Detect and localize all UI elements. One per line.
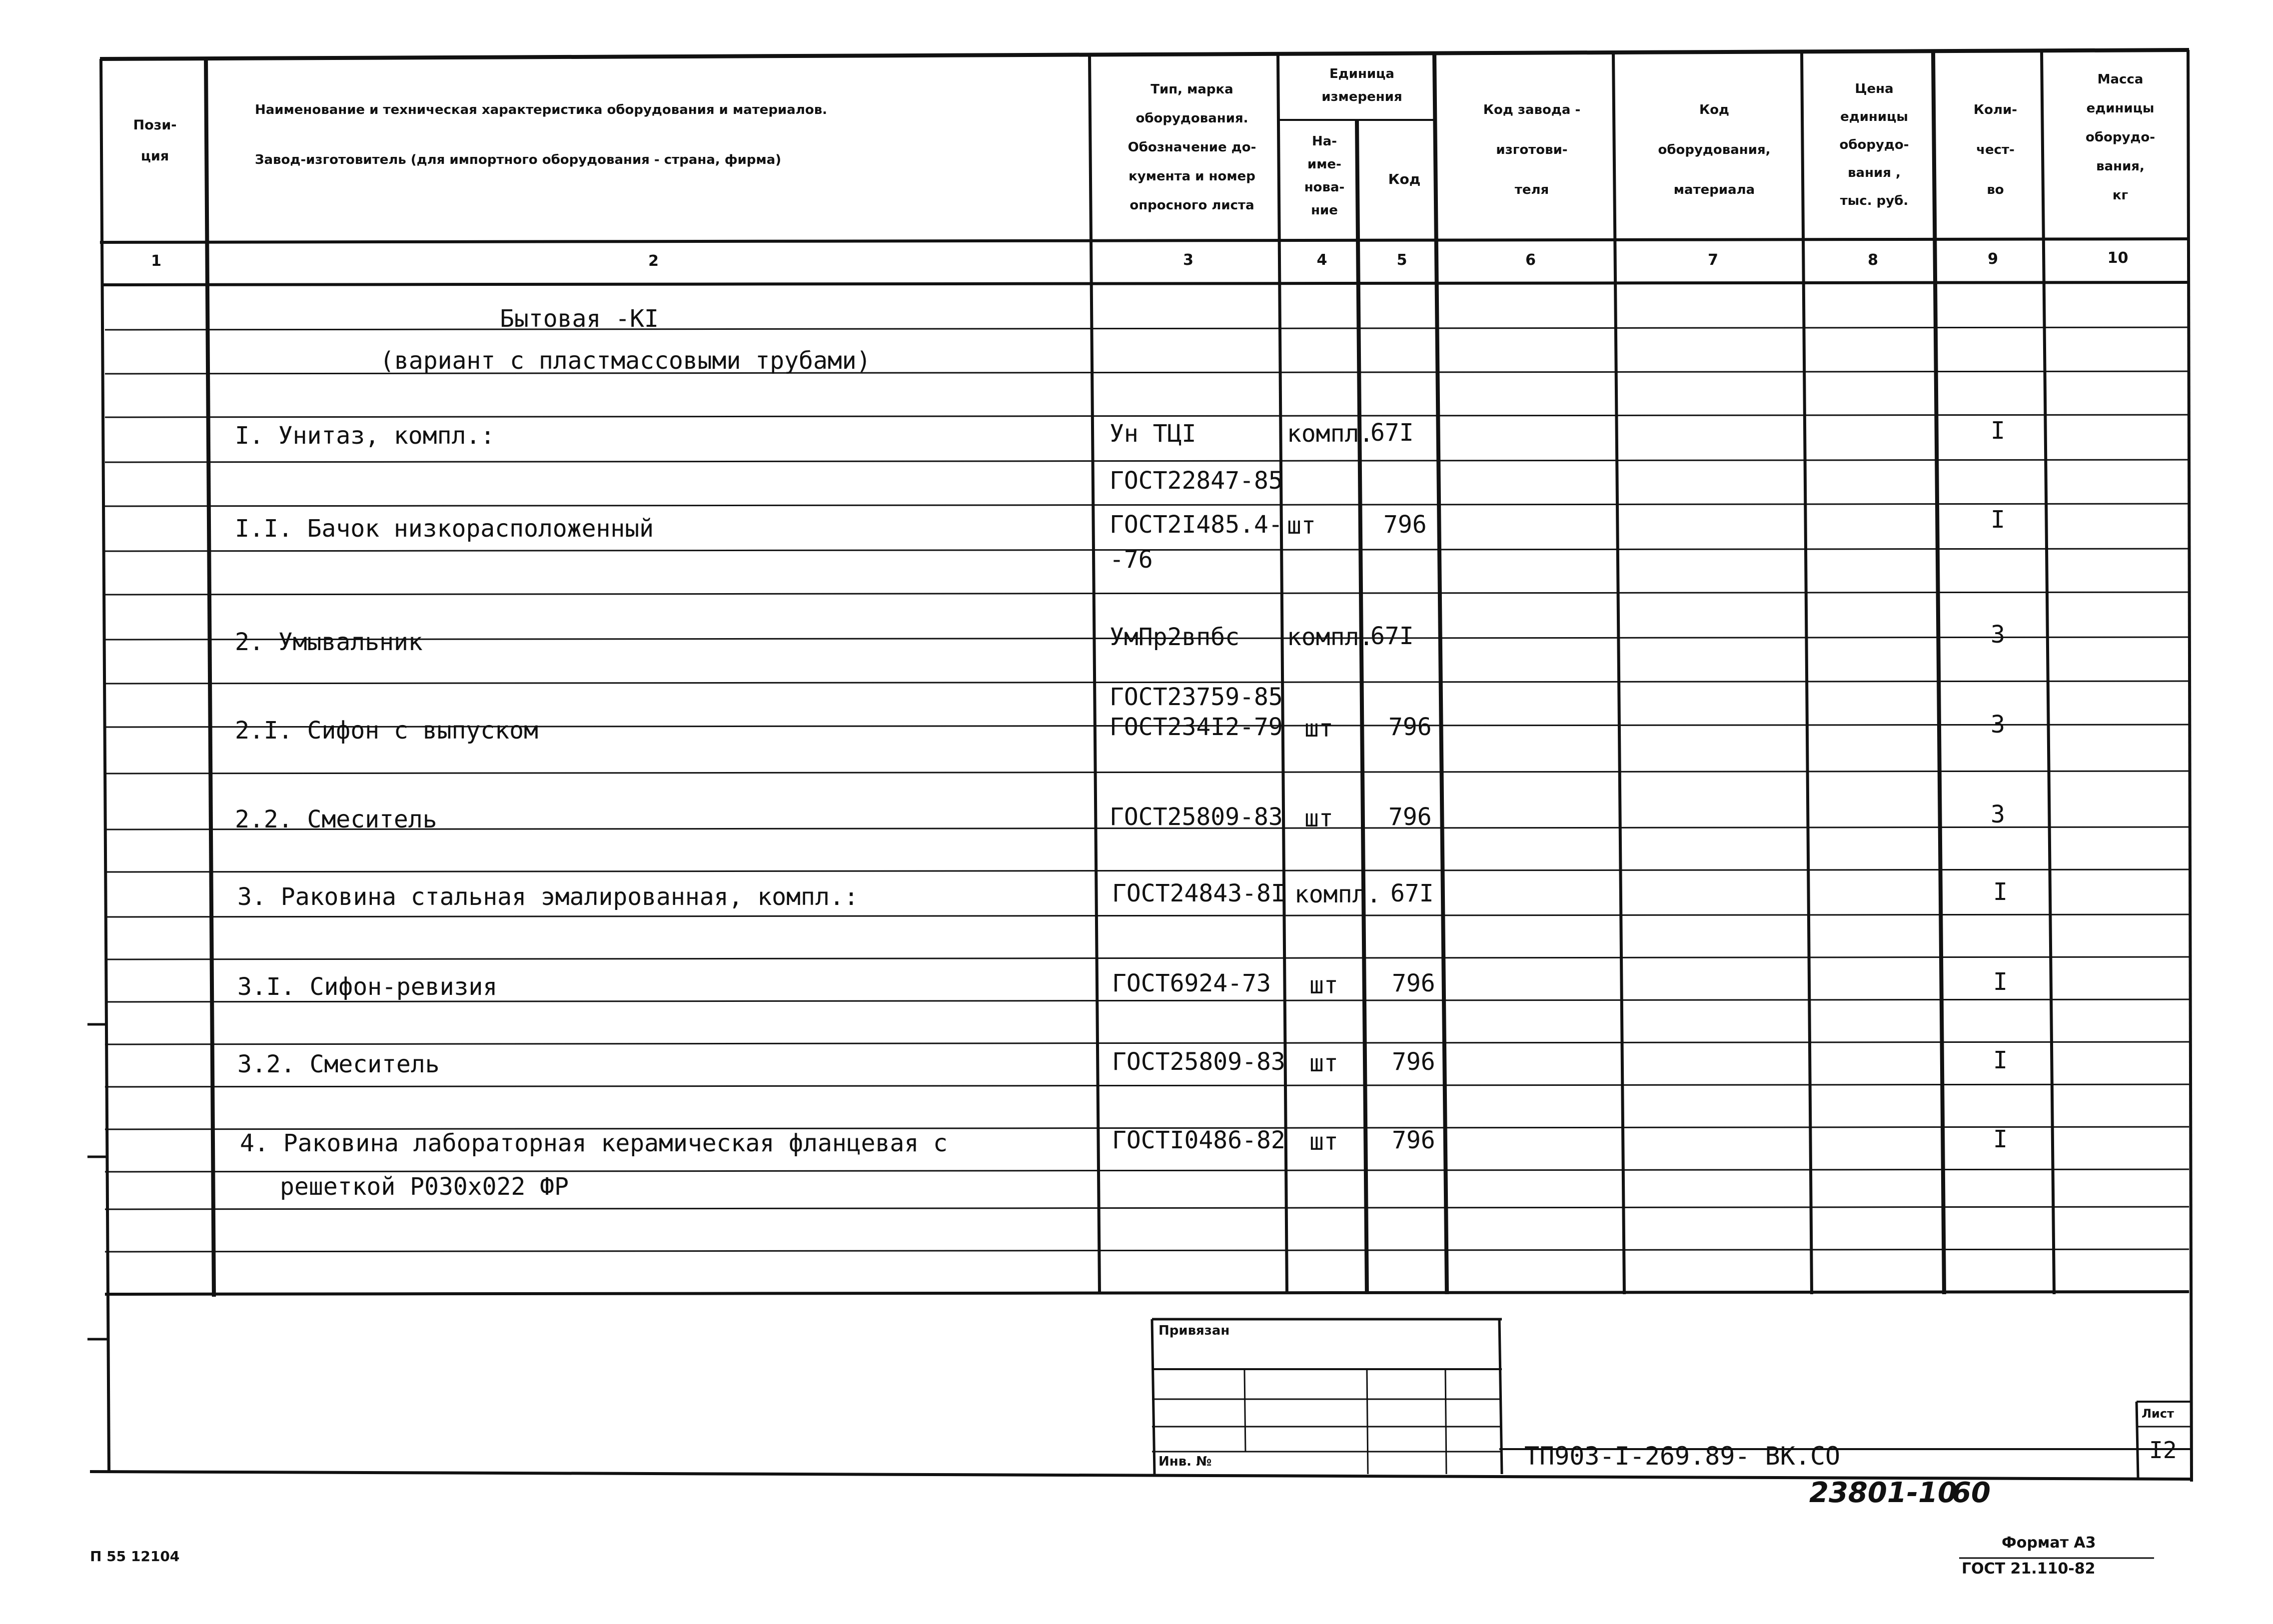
row-unit: шт: [1309, 1128, 1338, 1156]
row-name-continued: решеткой Р030х022 ФР: [280, 1173, 569, 1201]
row-type: ГОСТ234I2-79: [1110, 713, 1283, 741]
row-type: -76: [1110, 546, 1153, 574]
row-type: ГОСТ22847-85: [1110, 467, 1283, 495]
col-num-10: 10: [2107, 249, 2129, 267]
row-unit: шт: [1304, 715, 1333, 743]
header-price: Цена единицы оборудо- вания , тыс. руб.: [1839, 81, 1909, 208]
row-type: ГОСТ6924-73: [1112, 969, 1271, 997]
header-factory-code: Код завода - изготови- теля: [1483, 102, 1581, 197]
header-unit-group: Единица измерения: [1321, 66, 1402, 104]
row-unit: шт: [1304, 805, 1333, 832]
header-equipment-code: Код оборудования, материала: [1658, 102, 1771, 197]
row-code: 796: [1383, 511, 1427, 539]
header-position: Пози- ция: [133, 117, 177, 164]
row-type: ГОСТ2I485.4-: [1110, 511, 1283, 539]
row-name: 2.I. Сифон с выпуском: [235, 717, 538, 745]
col-num-8: 8: [1868, 251, 1878, 269]
footer-left-code: П 55 12104: [90, 1548, 180, 1565]
sheet-label: Лист: [2142, 1407, 2174, 1421]
row-code: 67I: [1370, 622, 1414, 650]
row-unit: шт: [1309, 971, 1338, 999]
row-qty: I: [1993, 968, 2008, 996]
archive-number: 23801-10: [1809, 1477, 1957, 1509]
row-type: ГОСТ25809-83: [1110, 803, 1283, 831]
header-unit-name: На- име- нова- ние: [1304, 134, 1345, 218]
row-qty: I: [1993, 1046, 2008, 1074]
footer-gost: ГОСТ 21.110-82: [1962, 1560, 2096, 1578]
row-unit: компл.: [1294, 880, 1381, 908]
row-qty: I: [1991, 417, 2005, 445]
col-num-6: 6: [1525, 251, 1536, 269]
document-code: ТП903-I-269.89- ВК.СО: [1524, 1442, 1841, 1471]
row-name: 4. Раковина лабораторная керамическая фланцевая с: [240, 1129, 948, 1157]
header-quantity: Коли- чест- во: [1973, 102, 2018, 197]
col-num-4: 4: [1316, 251, 1327, 269]
row-type: ГОСТ23759-85: [1110, 683, 1283, 711]
sheet-number: I2: [2149, 1437, 2177, 1464]
row-name: I.I. Бачок низкорасположенный: [235, 515, 654, 543]
header-name-line2: Завод-изготовитель (для импортного оборудования - страна, фирма): [255, 152, 782, 167]
header-type: Тип, марка оборудования. Обозначение до- кумента и номер опросного листа: [1128, 82, 1256, 213]
row-subtitle: (вариант с пластмассовыми трубами): [380, 347, 871, 375]
row-unit: компл.: [1287, 420, 1374, 448]
row-qty: I: [1993, 1125, 2008, 1153]
header-name-line1: Наименование и техническая характеристика оборудования и материалов.: [255, 102, 828, 117]
header-unit-code: Код: [1388, 171, 1421, 187]
row-code: 796: [1388, 803, 1432, 831]
row-unit: шт: [1287, 512, 1316, 540]
row-unit: шт: [1309, 1049, 1338, 1077]
col-num-9: 9: [1988, 250, 1998, 268]
stamp-privyazan: Привязан: [1158, 1323, 1230, 1338]
row-name: 2.2. Смеситель: [235, 806, 437, 833]
row-code: 796: [1392, 969, 1435, 997]
row-qty: I: [1991, 506, 2005, 534]
row-name: I. Унитаз, компл.:: [235, 422, 495, 450]
row-qty: 3: [1991, 801, 2005, 828]
col-num-5: 5: [1396, 251, 1407, 269]
col-num-3: 3: [1183, 251, 1193, 269]
row-name: 2. Умывальник: [235, 628, 423, 656]
row-type: Ун ТЦI: [1110, 420, 1196, 448]
row-name: 3. Раковина стальная эмалированная, компл.:: [237, 883, 859, 911]
row-qty: 3: [1991, 621, 2005, 649]
stamp-inv: Инв. №: [1158, 1454, 1212, 1469]
row-code: 796: [1392, 1126, 1435, 1154]
footer-format: Формат А3: [2002, 1534, 2096, 1552]
row-code: 67I: [1370, 419, 1414, 447]
row-code: 796: [1388, 713, 1432, 741]
row-qty: 3: [1991, 711, 2005, 739]
row-title: Бытовая -КI: [500, 305, 659, 333]
row-type: ГОСТI0486-82: [1112, 1126, 1285, 1154]
archive-page: 60: [1952, 1477, 1991, 1509]
col-num-2: 2: [648, 252, 659, 270]
col-num-7: 7: [1708, 251, 1718, 269]
row-type: ГОСТ25809-83: [1112, 1048, 1285, 1076]
row-qty: I: [1993, 878, 2008, 906]
row-code: 67I: [1390, 879, 1434, 907]
row-type: ГОСТ24843-8I: [1112, 879, 1285, 907]
col-num-1: 1: [151, 252, 161, 270]
row-code: 796: [1392, 1048, 1435, 1076]
row-type: УмПр2впбс: [1110, 623, 1240, 651]
header-mass: Масса единицы оборудо- вания, кг: [2085, 72, 2156, 203]
row-unit: компл.: [1287, 623, 1374, 651]
row-name: 3.2. Смеситель: [237, 1050, 440, 1078]
row-name: 3.I. Сифон-ревизия: [237, 973, 498, 1001]
